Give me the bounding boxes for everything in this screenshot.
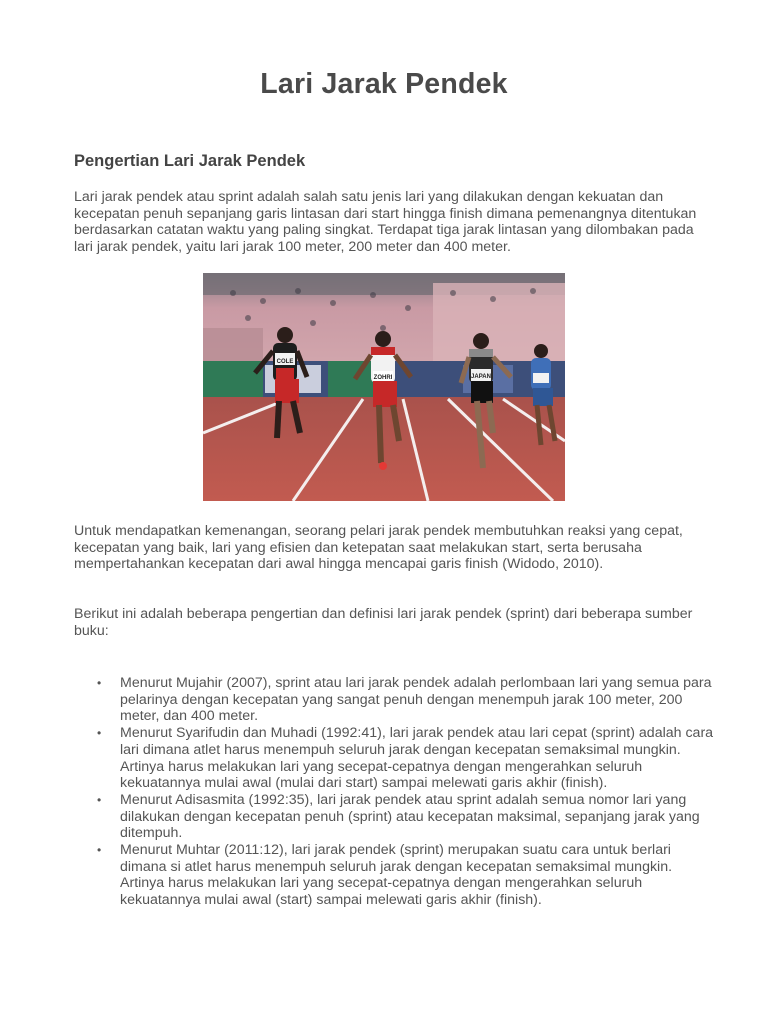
- bib-label-3: JAPAN: [471, 374, 491, 380]
- section-heading: [74, 152, 305, 171]
- bullet-icon: •: [97, 792, 102, 807]
- sprint-race-photo: [203, 273, 565, 501]
- list-item-text: Menurut Muhtar (2011:12), lari jarak pendek (sprint) merupakan suatu cara untuk berlari dimana si atlet harus menempuh seluruh jarak dengan kecepatan semaksimal mungkin. Artinya harus melakukan lari yang secepat-cepatnya dengan mengerahkan seluruh kekuatannya mulai awal (start) sampai melewati garis akhir (finish).: [120, 842, 673, 909]
- bib-label-1: COLE: [276, 359, 294, 365]
- section-heading-part2: Lari Jarak Pendek: [163, 152, 306, 170]
- list-item: [74, 792, 714, 842]
- bullet-icon: •: [97, 676, 102, 690]
- bullet-icon: •: [97, 726, 102, 741]
- paragraph-definitions-intro: Berikut ini adalah beberapa pengertian dan definisi lari jarak pendek (sprint) dari beberapa sumber buku:: [74, 606, 693, 639]
- list-item: [74, 675, 714, 725]
- paragraph-intro: Lari jarak pendek atau sprint adalah salah satu jenis lari yang dilakukan dengan kekuatan dan kecepatan penuh sepanjang garis lintasan dari start hingga finish dimana pemenangnya ditentukan berdasarkan catatan waktu yang paling singkat. Terdapat tiga jarak lintasan yang dilombakan pada lari jarak pendek, yaitu lari jarak 100 meter, 200 meter dan 400 meter.: [74, 189, 697, 256]
- list-item-text: Menurut Syarifudin dan Muhadi (1992:41), lari jarak pendek atau lari cepat (sprint) adalah cara lari dimana atlet harus menempuh seluruh jarak dengan kecepatan semaksimal mungkin. Artinya harus melakukan lari yang secepat-cepatnya dengan mengerahkan seluruh kekuatannya mulai awal (mulai dari start) sampai melewati garis akhir (finish).: [120, 725, 714, 792]
- bullet-icon: •: [97, 843, 102, 858]
- list-item-text: Menurut Mujahir (2007), sprint atau lari jarak pendek adalah perlombaan lari yang semua para pelarinya dengan kecepatan yang sangat penuh dengan menempuh jarak 100 meter, 200 meter, dan 400 meter.: [120, 675, 712, 725]
- list-item: [74, 842, 714, 909]
- page-title: Lari Jarak Pendek: [260, 68, 508, 100]
- sprint-race-photo-svg: [203, 273, 565, 501]
- banner-left: [203, 361, 263, 397]
- section-heading-part1: Pengertian: [74, 152, 160, 170]
- bib-label-2: ZOHRI: [373, 375, 393, 381]
- list-item: [74, 725, 714, 792]
- list-item-text: Menurut Adisasmita (1992:35), lari jarak pendek atau sprint adalah semua nomor lari yang dilakukan dengan kecepatan penuh (sprint) atau kecepatan maksimal, sepanjang jarak yang ditempuh.: [120, 791, 700, 842]
- definitions-list: [74, 675, 714, 909]
- paragraph-victory: Untuk mendapatkan kemenangan, seorang pelari jarak pendek membutuhkan reaksi yang cepat, kecepatan yang baik, lari yang efisien dan ketepatan saat melakukan start, serta berusaha mempertahankan kecepatan dari awal hingga mencapai garis finish (Widodo, 2010).: [74, 523, 683, 573]
